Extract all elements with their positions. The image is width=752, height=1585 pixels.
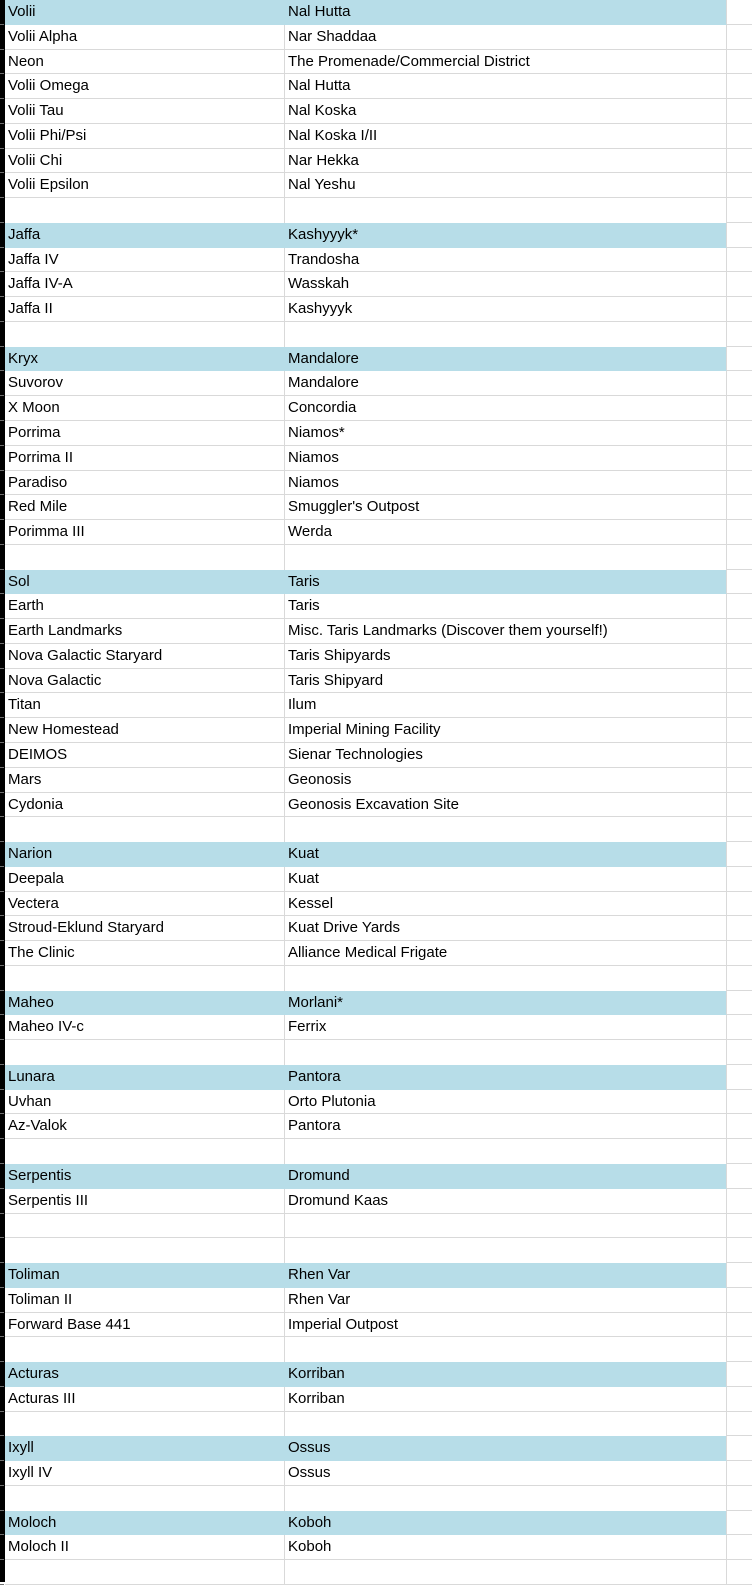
cell-system[interactable]: Jaffa IV [5,248,285,273]
blank-row [5,1139,752,1164]
cell-empty[interactable] [727,149,752,174]
cell-empty[interactable] [727,25,752,50]
cell-empty[interactable] [727,916,752,941]
cell-empty[interactable] [727,892,752,917]
blank-row [5,966,752,991]
cell-location[interactable]: Geonosis Excavation Site [285,793,727,818]
cell-empty[interactable] [727,520,752,545]
table-row [5,25,752,50]
table-row [5,743,752,768]
cell-system[interactable] [5,1214,285,1239]
cell-empty[interactable] [727,1387,752,1412]
table-row [5,371,752,396]
cell-system[interactable]: Red Mile [5,495,285,520]
cell-system[interactable]: Earth Landmarks [5,619,285,644]
cell-empty[interactable] [727,1238,752,1263]
table-row [5,1189,752,1214]
cell-empty[interactable] [727,223,752,248]
blank-row [5,545,752,570]
table-row [5,619,752,644]
cell-location[interactable]: Taris Shipyards [285,644,727,669]
cell-empty[interactable] [727,396,752,421]
table-row [5,297,752,322]
table-row [5,50,752,75]
table-row [5,421,752,446]
cell-system[interactable]: DEIMOS [5,743,285,768]
cell-location[interactable]: Sienar Technologies [285,743,727,768]
table-row [5,173,752,198]
cell-empty[interactable] [727,644,752,669]
cell-system[interactable]: Volii Tau [5,99,285,124]
table-row [5,1461,752,1486]
table-row [5,1288,752,1313]
cell-empty[interactable] [727,669,752,694]
spreadsheet-grid[interactable] [5,0,752,1585]
cell-system[interactable] [5,966,285,991]
cell-system[interactable]: Paradiso [5,471,285,496]
table-row [5,1015,752,1040]
blank-row [5,322,752,347]
cell-empty[interactable] [727,768,752,793]
cell-empty[interactable] [727,50,752,75]
cell-location[interactable] [285,198,727,223]
table-row [5,916,752,941]
cell-system[interactable]: Acturas [5,1362,285,1387]
table-row [5,272,752,297]
cell-empty[interactable] [727,1263,752,1288]
cell-location[interactable]: Trandosha [285,248,727,273]
cell-empty[interactable] [727,842,752,867]
cell-system[interactable]: Jaffa IV-A [5,272,285,297]
cell-location[interactable]: Morlani* [285,991,727,1016]
cell-empty[interactable] [727,1535,752,1560]
cell-empty[interactable] [727,74,752,99]
cell-location[interactable]: Taris Shipyard [285,669,727,694]
table-row [5,718,752,743]
cell-empty[interactable] [727,1090,752,1115]
cell-system[interactable]: Serpentis [5,1164,285,1189]
cell-location[interactable] [285,1337,727,1362]
section-header-row [5,1436,752,1461]
blank-row [5,1486,752,1511]
cell-system[interactable]: Maheo [5,991,285,1016]
cell-system[interactable]: Nova Galactic [5,669,285,694]
blank-row [5,1337,752,1362]
cell-system[interactable]: Neon [5,50,285,75]
cell-system[interactable] [5,322,285,347]
cell-system[interactable]: Volii Alpha [5,25,285,50]
cell-system[interactable]: Uvhan [5,1090,285,1115]
blank-row [5,1560,752,1585]
table-row [5,1313,752,1338]
cell-system[interactable]: Volii Chi [5,149,285,174]
cell-system[interactable]: Volii [5,0,285,25]
cell-location[interactable] [285,966,727,991]
cell-system[interactable]: Serpentis III [5,1189,285,1214]
cell-location[interactable]: Nal Yeshu [285,173,727,198]
cell-system[interactable]: Porrima [5,421,285,446]
cell-location[interactable]: Ossus [285,1461,727,1486]
table-row [5,149,752,174]
section-header-row [5,1164,752,1189]
cell-system[interactable]: Kryx [5,347,285,372]
section-header-row [5,991,752,1016]
table-row [5,396,752,421]
blank-row [5,1238,752,1263]
cell-location[interactable]: The Promenade/Commercial District [285,50,727,75]
cell-empty[interactable] [727,1313,752,1338]
cell-system[interactable]: Vectera [5,892,285,917]
section-header-row [5,0,752,25]
table-row [5,669,752,694]
cell-empty[interactable] [727,966,752,991]
cell-location[interactable]: Misc. Taris Landmarks (Discover them yourself!) [285,619,727,644]
cell-empty[interactable] [727,793,752,818]
blank-row [5,817,752,842]
cell-empty[interactable] [727,495,752,520]
table-row [5,1090,752,1115]
cell-location[interactable]: Geonosis [285,768,727,793]
cell-location[interactable]: Werda [285,520,727,545]
cell-location[interactable]: Taris [285,594,727,619]
cell-location[interactable] [285,1139,727,1164]
cell-empty[interactable] [727,99,752,124]
table-row [5,693,752,718]
cell-location[interactable] [285,1412,727,1437]
cell-empty[interactable] [727,1015,752,1040]
cell-system[interactable] [5,1238,285,1263]
cell-system[interactable]: Forward Base 441 [5,1313,285,1338]
cell-empty[interactable] [727,1560,752,1585]
cell-system[interactable] [5,1139,285,1164]
table-row [5,124,752,149]
table-row [5,941,752,966]
cell-empty[interactable] [727,1065,752,1090]
table-row [5,768,752,793]
cell-system[interactable]: Porimma III [5,520,285,545]
cell-location[interactable]: Rhen Var [285,1263,727,1288]
cell-system[interactable]: Titan [5,693,285,718]
cell-empty[interactable] [727,446,752,471]
cell-empty[interactable] [727,693,752,718]
cell-location[interactable]: Nar Hekka [285,149,727,174]
cell-system[interactable]: Suvorov [5,371,285,396]
cell-empty[interactable] [727,743,752,768]
cell-location[interactable]: Ossus [285,1436,727,1461]
cell-empty[interactable] [727,619,752,644]
cell-system[interactable] [5,1412,285,1437]
cell-location[interactable]: Pantora [285,1114,727,1139]
cell-location[interactable]: Kuat [285,842,727,867]
cell-system[interactable]: Narion [5,842,285,867]
cell-empty[interactable] [727,0,752,25]
table-row [5,793,752,818]
cell-location[interactable]: Concordia [285,396,727,421]
cell-system[interactable]: Nova Galactic Staryard [5,644,285,669]
cell-location[interactable]: Mandalore [285,371,727,396]
table-row [5,892,752,917]
cell-system[interactable]: Acturas III [5,1387,285,1412]
cell-location[interactable] [285,322,727,347]
cell-empty[interactable] [727,991,752,1016]
cell-system[interactable]: New Homestead [5,718,285,743]
cell-empty[interactable] [727,1114,752,1139]
cell-empty[interactable] [727,322,752,347]
cell-system[interactable] [5,817,285,842]
cell-empty[interactable] [727,1362,752,1387]
cell-location[interactable]: Nal Hutta [285,0,727,25]
section-header-row [5,1263,752,1288]
cell-location[interactable]: Smuggler's Outpost [285,495,727,520]
table-row [5,520,752,545]
table-row [5,248,752,273]
cell-location[interactable]: Kashyyyk [285,297,727,322]
blank-row [5,1040,752,1065]
cell-system[interactable]: Stroud-Eklund Staryard [5,916,285,941]
cell-location[interactable]: Nal Koska I/II [285,124,727,149]
cell-location[interactable]: Kashyyyk* [285,223,727,248]
cell-system[interactable] [5,198,285,223]
cell-empty[interactable] [727,371,752,396]
table-row [5,99,752,124]
blank-row [5,1214,752,1239]
table-row [5,644,752,669]
cell-location[interactable]: Nar Shaddaa [285,25,727,50]
cell-empty[interactable] [727,1164,752,1189]
cell-location[interactable] [285,1214,727,1239]
table-row [5,74,752,99]
cell-empty[interactable] [727,545,752,570]
cell-empty[interactable] [727,471,752,496]
cell-empty[interactable] [727,1189,752,1214]
cell-location[interactable] [285,1486,727,1511]
cell-empty[interactable] [727,297,752,322]
cell-location[interactable]: Wasskah [285,272,727,297]
cell-system[interactable]: Maheo IV-c [5,1015,285,1040]
cell-empty[interactable] [727,570,752,595]
section-header-row [5,1362,752,1387]
cell-empty[interactable] [727,1214,752,1239]
table-row [5,867,752,892]
cell-empty[interactable] [727,1511,752,1536]
cell-empty[interactable] [727,867,752,892]
cell-location[interactable]: Pantora [285,1065,727,1090]
cell-location[interactable]: Nal Hutta [285,74,727,99]
cell-system[interactable]: Toliman [5,1263,285,1288]
cell-empty[interactable] [727,1486,752,1511]
cell-system[interactable] [5,545,285,570]
cell-empty[interactable] [727,1412,752,1437]
cell-location[interactable]: Alliance Medical Frigate [285,941,727,966]
cell-system[interactable]: Volii Omega [5,74,285,99]
cell-location[interactable]: Kuat [285,867,727,892]
cell-location[interactable]: Koboh [285,1511,727,1536]
cell-location[interactable]: Orto Plutonia [285,1090,727,1115]
cell-system[interactable]: Az-Valok [5,1114,285,1139]
cell-system[interactable]: Mars [5,768,285,793]
cell-system[interactable]: Volii Phi/Psi [5,124,285,149]
cell-empty[interactable] [727,718,752,743]
table-row [5,594,752,619]
section-header-row [5,347,752,372]
section-header-row [5,1065,752,1090]
cell-location[interactable]: Ferrix [285,1015,727,1040]
cell-empty[interactable] [727,124,752,149]
cell-empty[interactable] [727,1337,752,1362]
cell-empty[interactable] [727,248,752,273]
cell-location[interactable]: Koboh [285,1535,727,1560]
cell-location[interactable]: Rhen Var [285,1288,727,1313]
cell-empty[interactable] [727,198,752,223]
cell-empty[interactable] [727,421,752,446]
cell-system[interactable]: Deepala [5,867,285,892]
cell-system[interactable]: Ixyll [5,1436,285,1461]
blank-row [5,198,752,223]
cell-empty[interactable] [727,1461,752,1486]
cell-location[interactable]: Niamos [285,471,727,496]
cell-location[interactable] [285,1040,727,1065]
cell-system[interactable] [5,1560,285,1585]
cell-location[interactable]: Dromund Kaas [285,1189,727,1214]
table-row [5,446,752,471]
cell-location[interactable]: Nal Koska [285,99,727,124]
cell-system[interactable]: Porrima II [5,446,285,471]
cell-location[interactable]: Mandalore [285,347,727,372]
cell-location[interactable]: Imperial Outpost [285,1313,727,1338]
cell-system[interactable]: Cydonia [5,793,285,818]
cell-system[interactable] [5,1337,285,1362]
blank-row [5,1412,752,1437]
cell-location[interactable]: Imperial Mining Facility [285,718,727,743]
cell-location[interactable]: Ilum [285,693,727,718]
cell-system[interactable]: Volii Epsilon [5,173,285,198]
cell-empty[interactable] [727,941,752,966]
cell-location[interactable]: Korriban [285,1362,727,1387]
cell-system[interactable]: Sol [5,570,285,595]
cell-system[interactable] [5,1040,285,1065]
cell-location[interactable]: Niamos* [285,421,727,446]
cell-location[interactable] [285,1560,727,1585]
section-header-row [5,570,752,595]
table-row [5,1387,752,1412]
cell-empty[interactable] [727,347,752,372]
cell-system[interactable]: Jaffa II [5,297,285,322]
cell-location[interactable] [285,1238,727,1263]
table-row [5,1114,752,1139]
cell-system[interactable]: Moloch [5,1511,285,1536]
cell-empty[interactable] [727,272,752,297]
cell-system[interactable]: Earth [5,594,285,619]
cell-system[interactable]: The Clinic [5,941,285,966]
cell-empty[interactable] [727,1288,752,1313]
cell-system[interactable]: Lunara [5,1065,285,1090]
cell-location[interactable]: Taris [285,570,727,595]
cell-location[interactable]: Kuat Drive Yards [285,916,727,941]
cell-empty[interactable] [727,817,752,842]
cell-location[interactable]: Niamos [285,446,727,471]
table-row [5,1535,752,1560]
cell-location[interactable]: Dromund [285,1164,727,1189]
cell-system[interactable] [5,1486,285,1511]
cell-empty[interactable] [727,1436,752,1461]
cell-system[interactable]: Ixyll IV [5,1461,285,1486]
cell-location[interactable]: Korriban [285,1387,727,1412]
cell-location[interactable] [285,817,727,842]
cell-empty[interactable] [727,594,752,619]
cell-location[interactable] [285,545,727,570]
table-row [5,495,752,520]
section-header-row [5,223,752,248]
section-header-row [5,1511,752,1536]
cell-system[interactable]: X Moon [5,396,285,421]
cell-system[interactable]: Toliman II [5,1288,285,1313]
cell-system[interactable]: Jaffa [5,223,285,248]
cell-location[interactable]: Kessel [285,892,727,917]
cell-empty[interactable] [727,173,752,198]
section-header-row [5,842,752,867]
table-row [5,471,752,496]
cell-empty[interactable] [727,1040,752,1065]
cell-system[interactable]: Moloch II [5,1535,285,1560]
cell-empty[interactable] [727,1139,752,1164]
